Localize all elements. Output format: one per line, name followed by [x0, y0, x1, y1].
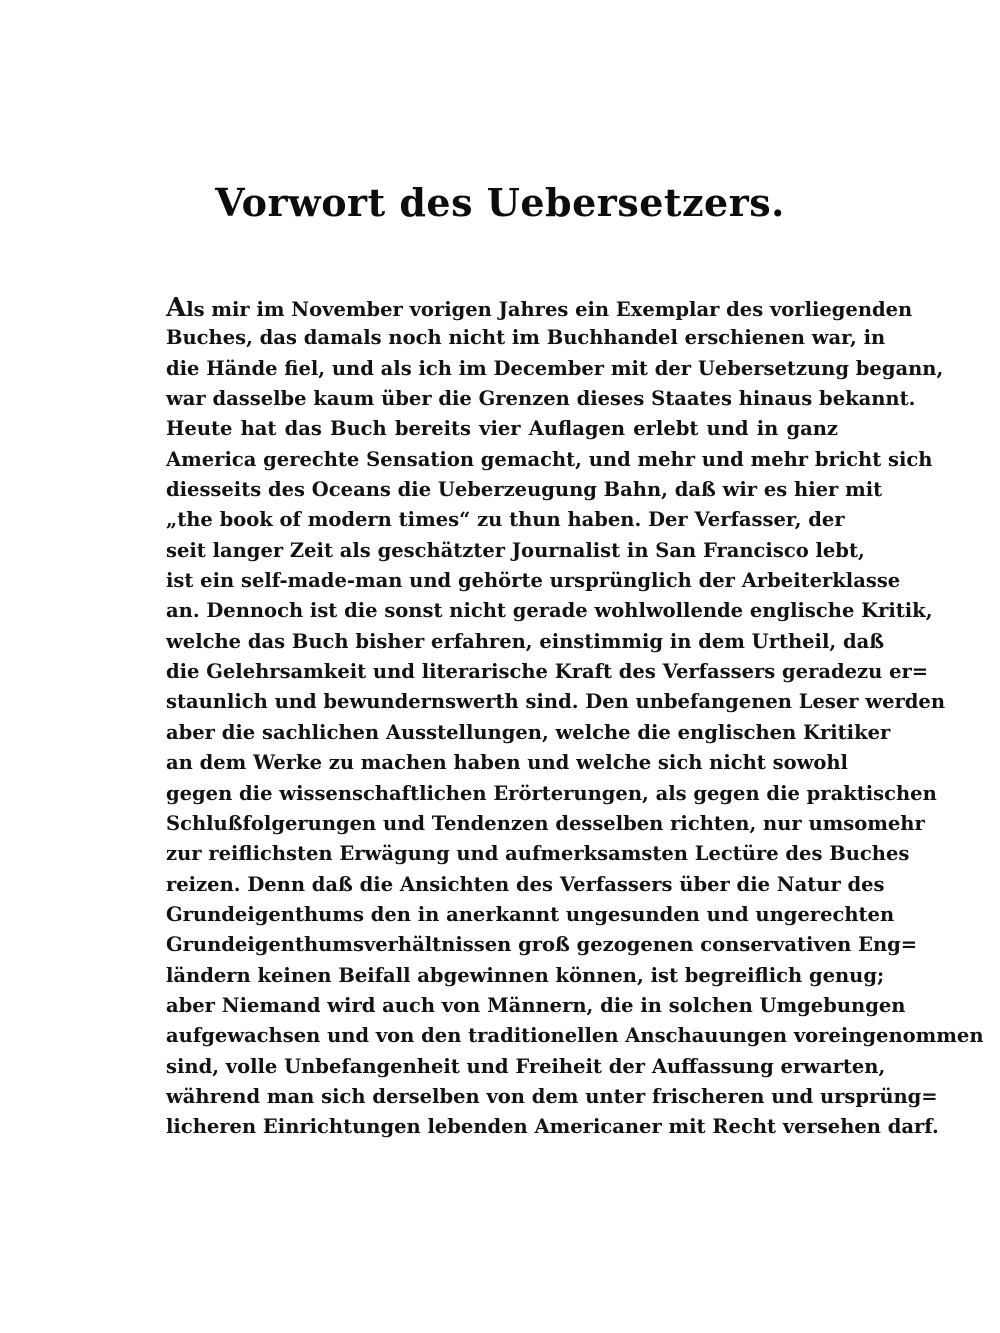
text-line: gegen die wissenschaftlichen Erörterungen, als gegen die praktischen — [166, 781, 937, 805]
text-line: aber die sachlichen Ausstellungen, welche die englischen Kritiker — [166, 720, 891, 744]
text-line: „the book of modern times“ zu thun haben. Der Verfasser, der — [166, 508, 845, 532]
text-line: Grundeigenthums den in anerkannt ungesunden und ungerechten — [166, 902, 895, 926]
preface-paragraph — [166, 293, 984, 1143]
text-line: die Gelehrsamkeit und literarische Kraft des Verfassers geradezu er= — [166, 660, 929, 684]
text-line: an dem Werke zu machen haben und welche sich nicht sowohl — [166, 751, 848, 775]
text-line: zur reiflichsten Erwägung und aufmerksamsten Lectüre des Buches — [166, 842, 910, 866]
text-line: Als mir im November vorigen Jahres ein Exemplar des vorliegenden — [166, 293, 913, 323]
text-line: während man sich derselben von dem unter frischeren und ursprüng= — [166, 1084, 938, 1108]
text-line: America gerechte Sensation gemacht, und mehr und mehr bricht sich — [166, 447, 933, 471]
drop-cap: A — [166, 293, 187, 323]
text-line: ländern keinen Beifall abgewinnen können, ist begreiflich genug; — [166, 963, 885, 987]
text-line: staunlich und bewundernswerth sind. Den unbefangenen Leser werden — [166, 690, 946, 714]
text-line: licheren Einrichtungen lebenden Americaner mit Recht versehen darf. — [166, 1115, 939, 1139]
text-line: Heute hat das Buch bereits vier Auflagen erlebt und in ganz — [166, 417, 838, 441]
page-title: Vorwort des Uebersetzers. — [215, 180, 785, 225]
text-line: Buches, das damals noch nicht im Buchhandel erschienen war, in — [166, 326, 886, 350]
text-line: aber Niemand wird auch von Männern, die in solchen Umgebungen — [166, 993, 906, 1017]
text-line: Schlußfolgerungen und Tendenzen desselben richten, nur umsomehr — [166, 811, 925, 835]
text-line: an. Dennoch ist die sonst nicht gerade wohlwollende englische Kritik, — [166, 599, 933, 623]
text-line: diesseits des Oceans die Ueberzeugung Bahn, daß wir es hier mit — [166, 478, 883, 502]
text-line: sind, volle Unbefangenheit und Freiheit der Auffassung erwarten, — [166, 1054, 886, 1078]
text-line: aufgewachsen und von den traditionellen Anschauungen voreingenommen — [166, 1024, 984, 1048]
text-line: war dasselbe kaum über die Grenzen dieses Staates hinaus bekannt. — [166, 387, 916, 411]
text-line: Grundeigenthumsverhältnissen groß gezogenen conservativen Eng= — [166, 933, 918, 957]
text-line: die Hände fiel, und als ich im December mit der Uebersetzung begann, — [166, 356, 944, 380]
text-line: ist ein self-made-man und gehörte ursprünglich der Arbeiterklasse — [166, 569, 901, 593]
text-line: seit langer Zeit als geschätzter Journalist in San Francisco lebt, — [166, 538, 865, 562]
text-line: welche das Buch bisher erfahren, einstimmig in dem Urtheil, daß — [166, 629, 885, 653]
text-line: reizen. Denn daß die Ansichten des Verfassers über die Natur des — [166, 872, 885, 896]
